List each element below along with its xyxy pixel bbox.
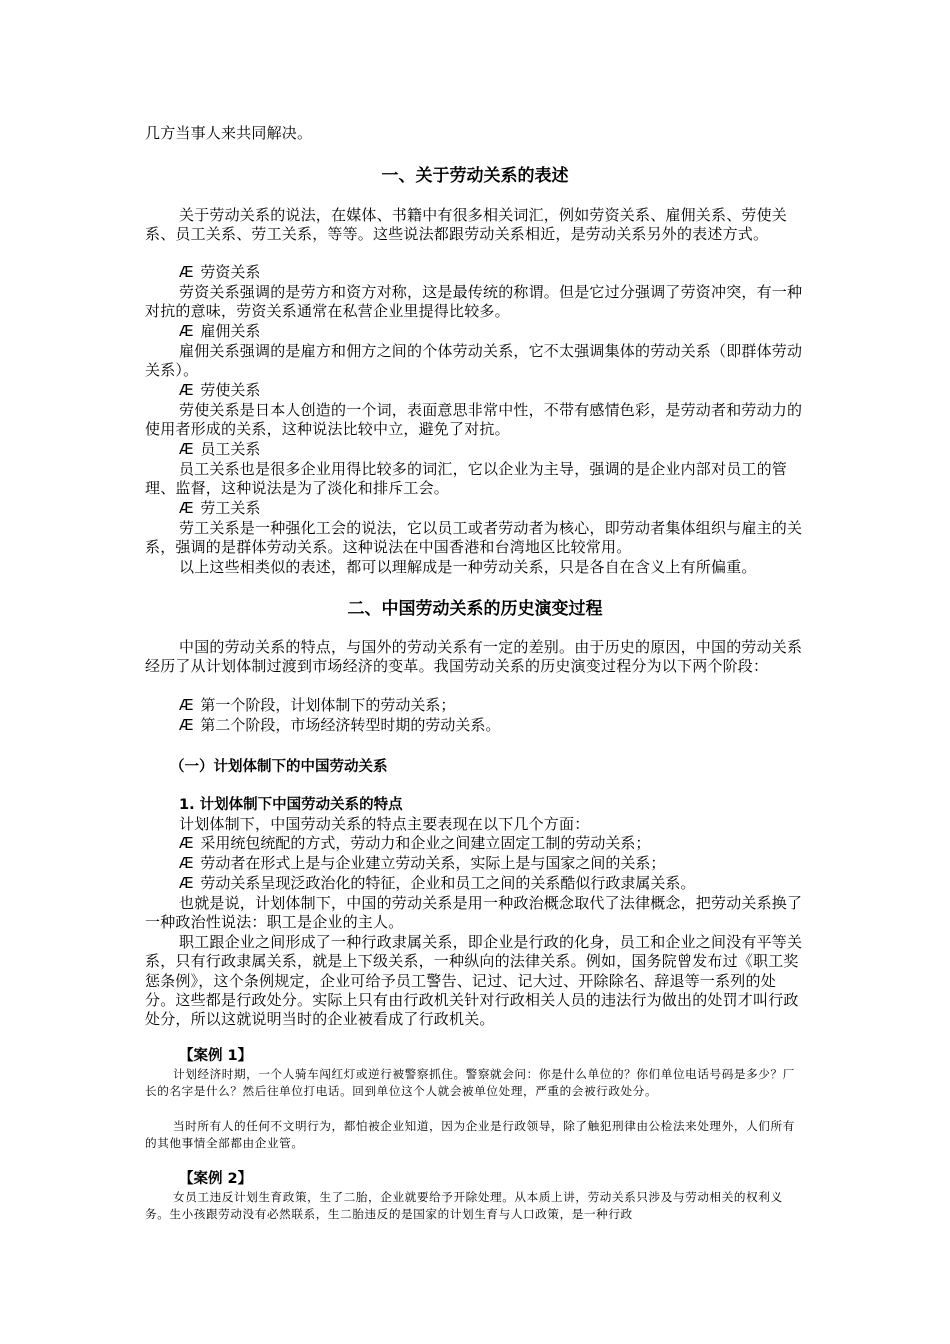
term-description: 员工关系也是很多企业用得比较多的词汇，它以企业为主导，强调的是企业内部对员工的管理、监督，这种说法是为了淡化和排斥工会。 <box>145 460 788 498</box>
feature-item: Æ 劳动者在形式上是与企业建立劳动关系，实际上是与国家之间的关系； <box>179 854 666 872</box>
term-label: 劳使关系 <box>200 381 261 399</box>
subsection-1-1-heading: 1. 计划体制下中国劳动关系的特点 <box>179 797 403 813</box>
bullet-mark: Æ <box>179 874 194 892</box>
term-description: 劳使关系是日本人创造的一个词，表面意思非常中性，不带有感情色彩，是劳动者和劳动力的使用者形成的关系，这种说法比较中立，避免了对抗。 <box>145 401 803 439</box>
term-description: 雇佣关系强调的是雇方和佣方之间的个体劳动关系，它不太强调集体的劳动关系（即群体劳动关系）。 <box>145 342 803 380</box>
paragraph-a: 也就是说，计划体制下，中国的劳动关系是用一种政治概念取代了法律概念，把劳动关系换了一种政治性说法：职工是企业的主人。 <box>145 894 803 932</box>
section2-heading: 二、中国劳动关系的历史演变过程 <box>347 599 603 619</box>
section1-intro: 关于劳动关系的说法，在媒体、书籍中有很多相关词汇，例如劳资关系、雇佣关系、劳使关系、员工关系、劳工关系，等等。这些说法都跟劳动关系相近，是劳动关系另外的表述方式。 <box>145 206 788 244</box>
features-intro: 计划体制下，中国劳动关系的特点主要表现在以下几个方面： <box>179 815 590 833</box>
intro-line: 几方当事人来共同解决。 <box>145 124 313 142</box>
term-bullet <box>179 322 799 341</box>
feature-item: Æ 劳动关系呈现泛政治化的特征，企业和员工之间的关系酷似行政隶属关系。 <box>179 874 696 892</box>
term-description: 劳工关系是一种强化工会的说法，它以员工或者劳动者为核心，即劳动者集体组织与雇主的关系，强调的是群体劳动关系。这种说法在中国香港和台湾地区比较常用。 <box>145 519 803 557</box>
case1-paragraph-2: 当时所有人的任何不文明行为，都怕被企业知道，因为企业是行政领导，除了触犯刑律由公检法来处理外，人们所有的其他事情全部都由企业管。 <box>145 1119 795 1150</box>
section1-conclusion: 以上这些相类似的表述，都可以理解成是一种劳动关系，只是各自在含义上有所偏重。 <box>179 558 757 576</box>
case2-title: 【案例 2】 <box>179 1171 253 1187</box>
bullet-mark: Æ <box>179 263 194 281</box>
term-label: 雇佣关系 <box>200 322 261 340</box>
bullet-mark: Æ <box>179 716 194 734</box>
stage-item: Æ 第一个阶段，计划体制下的劳动关系； <box>179 696 456 714</box>
case1-paragraph-1: 计划经济时期，一个人骑车闯红灯或逆行被警察抓住。警察就会问：你是什么单位的？你们单位电话号码是多少？厂长的名字是什么？然后往单位打电话。回到单位这个人就会被单位处理，严重的会被行政处分。 <box>145 1067 795 1098</box>
section2-intro: 中国的劳动关系的特点，与国外的劳动关系有一定的差别。由于历史的原因，中国的劳动关系经历了从计划体制过渡到市场经济的变革。我国劳动关系的历史演变过程分为以下两个阶段： <box>145 638 803 676</box>
bullet-mark: Æ <box>179 322 194 340</box>
term-bullet <box>179 440 799 459</box>
stage-item: Æ 第二个阶段，市场经济转型时期的劳动关系。 <box>179 716 501 734</box>
term-bullet <box>179 499 799 518</box>
term-label: 劳资关系 <box>200 263 261 281</box>
section1-heading: 一、关于劳动关系的表述 <box>381 166 569 186</box>
term-label: 劳工关系 <box>200 499 261 517</box>
bullet-mark: Æ <box>179 854 194 872</box>
bullet-mark: Æ <box>179 696 194 714</box>
bullet-mark: Æ <box>179 381 194 399</box>
term-description: 劳资关系强调的是劳方和资方对称，这是最传统的称谓。但是它过分强调了劳资冲突，有一种对抗的意味，劳资关系通常在私营企业里提得比较多。 <box>145 283 803 321</box>
subsection-heading: （一）计划体制下的中国劳动关系 <box>170 759 388 775</box>
bullet-mark: Æ <box>179 834 194 852</box>
case1-title: 【案例 1】 <box>179 1048 253 1064</box>
paragraph-b: 职工跟企业之间形成了一种行政隶属关系，即企业是行政的化身，员工和企业之间没有平等关系，只有行政隶属关系，就是上下级关系，一种纵向的法律关系。例如，国务院曾发布过《职工奖惩条例》，这个条例规定，企业可给予员工警告、记过、记大过、开除除名、辞退等一系列的处分。这些都是行政处分。实际上只有由行政机关针对行政相关人员的违法行为做出的处罚才叫行政处分，所以这就说明当时的企业被看成了行政机关。 <box>145 933 803 1029</box>
bullet-mark: Æ <box>179 499 194 517</box>
term-bullet <box>179 381 799 400</box>
term-label: 员工关系 <box>200 440 261 458</box>
term-bullet <box>179 263 799 282</box>
bullet-mark: Æ <box>179 440 194 458</box>
case2-paragraph-1: 女员工违反计划生育政策，生了二胎，企业就要给予开除处理。从本质上讲，劳动关系只涉及与劳动相关的权利义务。生小孩跟劳动没有必然联系，生二胎违反的是国家的计划生育与人口政策，是一种行政 <box>145 1190 783 1221</box>
feature-item: Æ 采用统包统配的方式，劳动力和企业之间建立固定工制的劳动关系； <box>179 834 651 852</box>
